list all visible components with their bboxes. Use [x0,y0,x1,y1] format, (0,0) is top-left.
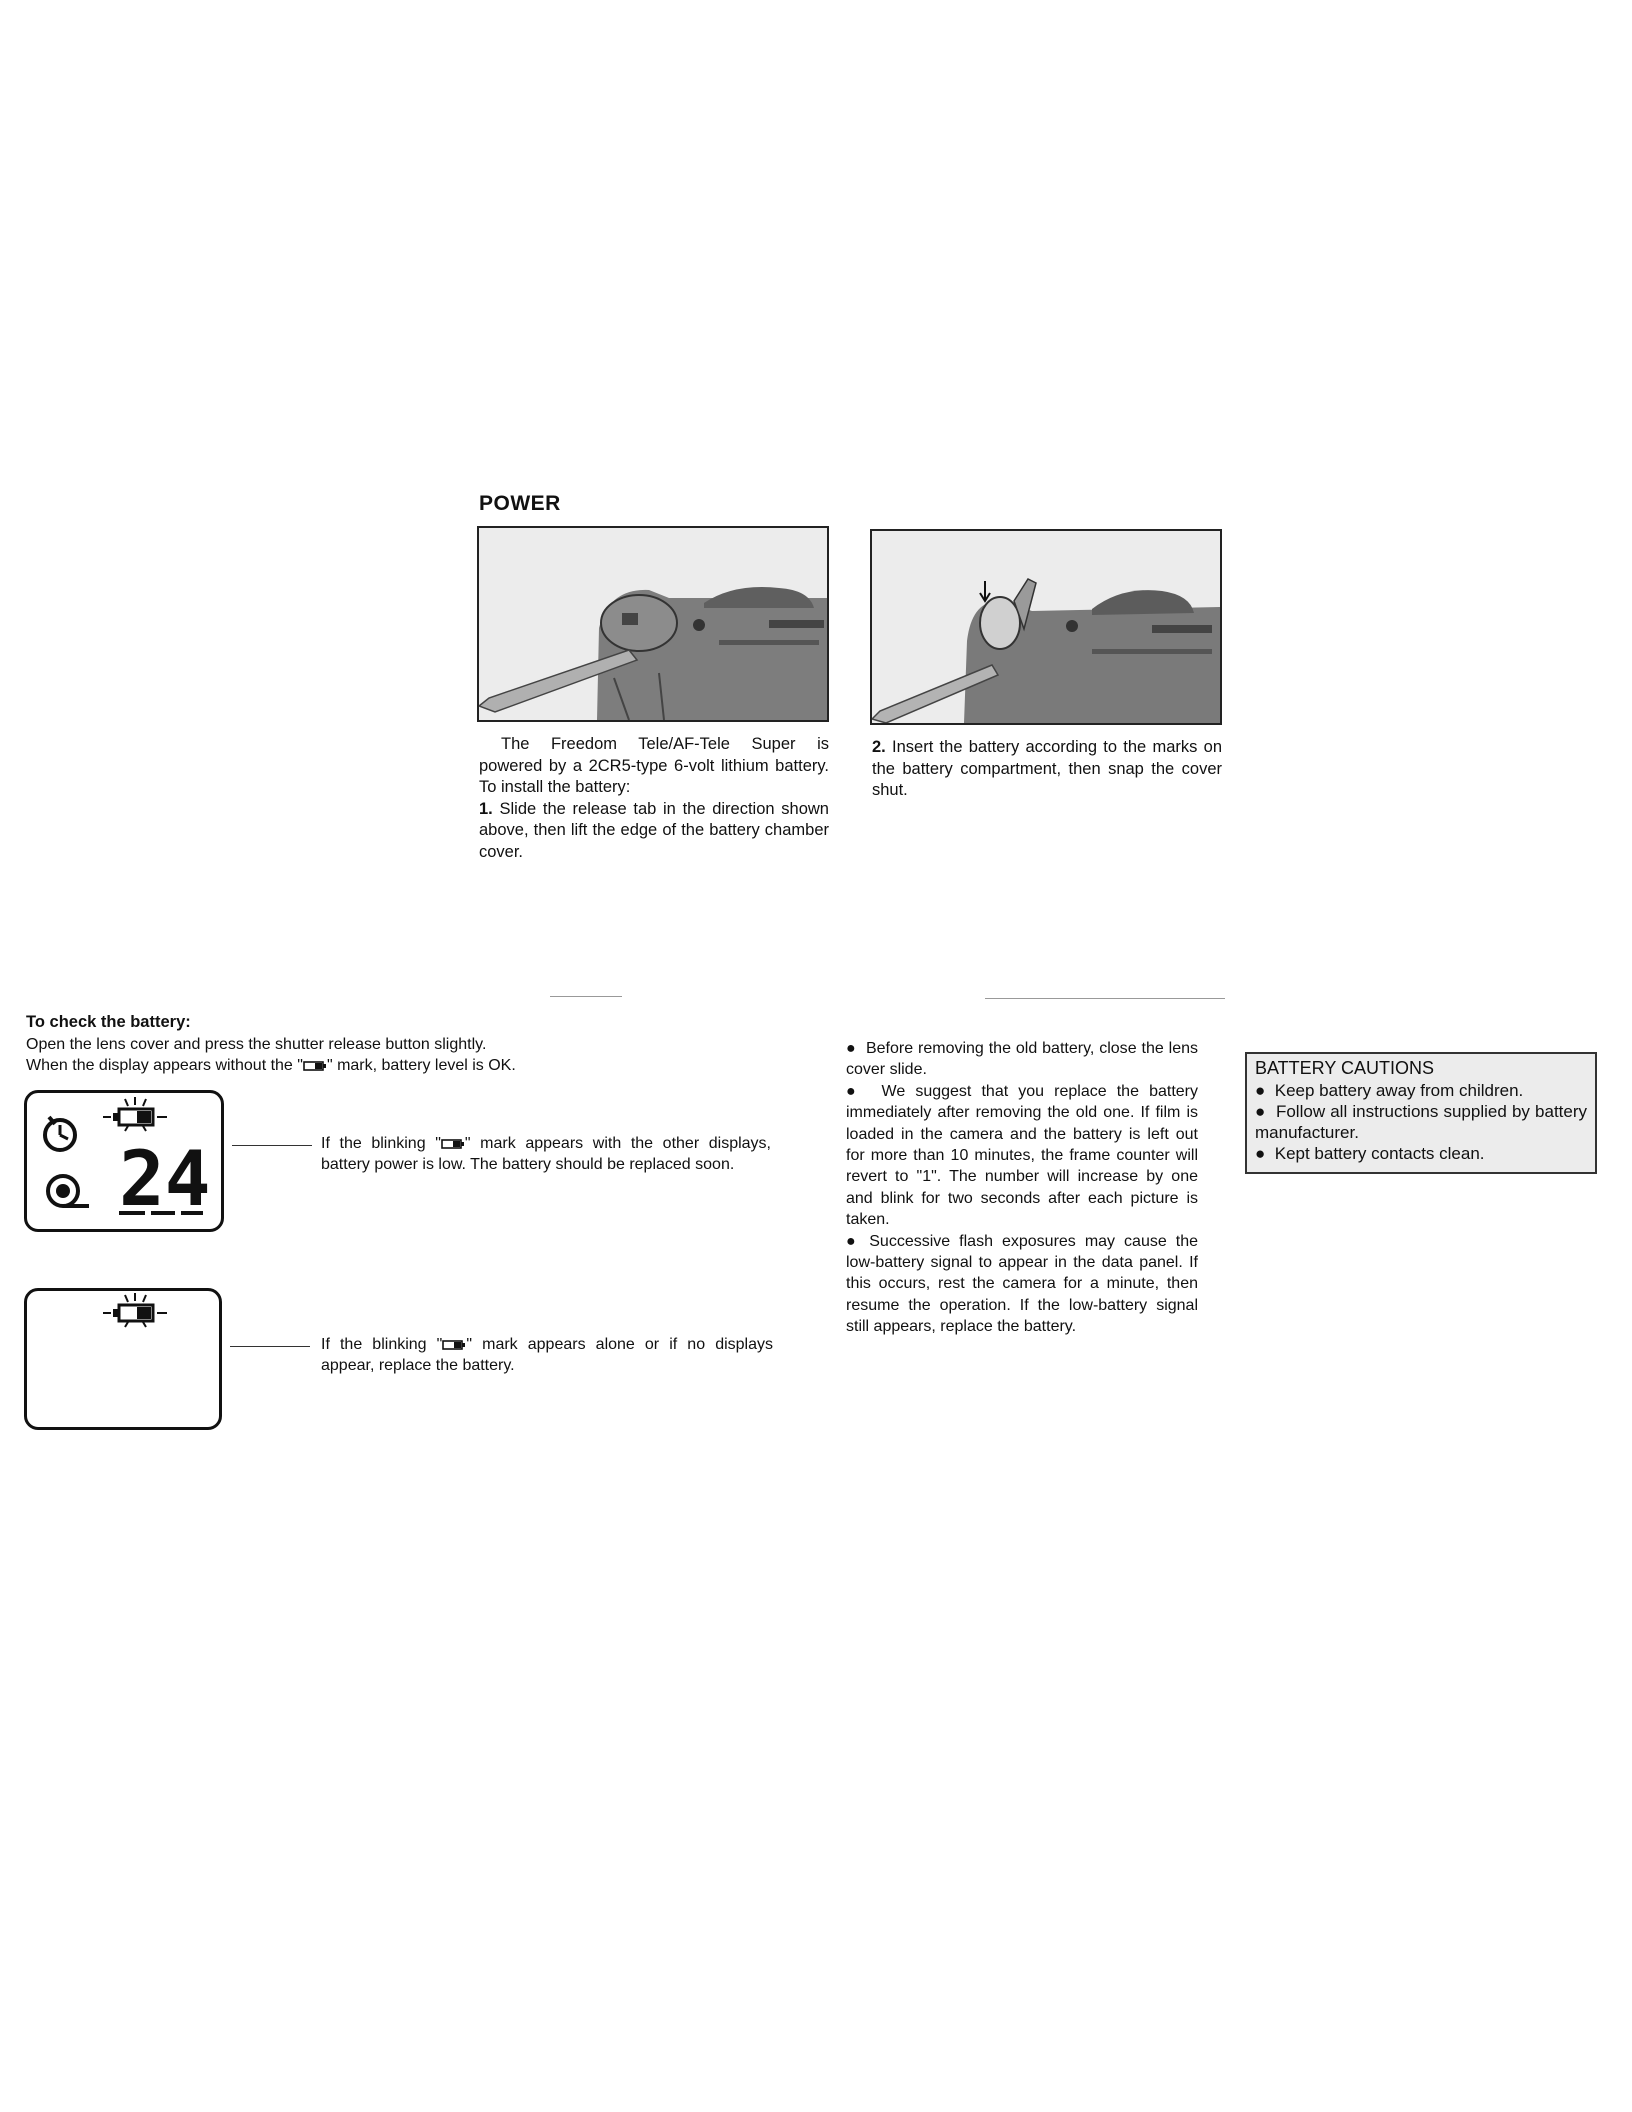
caution-item: ● Kept battery contacts clean. [1255,1144,1485,1163]
blinking-battery-icon [103,1097,167,1131]
step-1 [479,799,829,864]
step-2-text: Insert the battery according to the marks on the battery compartment, then snap the cover shut. [872,738,1222,799]
battery-icon [441,1139,465,1149]
note-item: ● Successive flash exposures may cause the low-battery signal to appear in the data panel. If this occurs, rest the camera for a minute, then resume the operation. If the low-battery signal still appears, replace the battery. [846,1232,1198,1336]
replace-battery-caption: If the blinking " " mark appears alone or if no displays appear, replace the battery. [321,1336,773,1374]
battery-cautions-box [1245,1052,1597,1174]
frame-counter: 24 [119,1134,211,1223]
check-ok-line: When the display appears without the " " mark, battery level is OK. [26,1057,516,1074]
step-1-number: 1. [479,799,493,818]
divider-rule [985,998,1225,999]
caution-item: ● Follow all instructions supplied by battery manufacturer. [1255,1102,1587,1142]
cautions-title: BATTERY CAUTIONS [1255,1058,1435,1078]
low-battery-caption: If the blinking " " mark appears with the other displays, battery power is low. The battery should be replaced soon. [321,1135,771,1173]
blinking-battery-icon [103,1293,167,1327]
note-item: ● We suggest that you replace the battery immediately after removing the old one. If film is loaded in the camera and the battery is left out for more than 10 minutes, the frame counter will revert to "1". The number will increase by one and blink for two seconds after each picture is taken. [846,1082,1198,1229]
battery-cover-photo [477,526,829,722]
power-intro-block [479,734,829,863]
lcd-display-low-battery [24,1090,224,1232]
step-1-text: Slide the release tab in the direction shown above, then lift the edge of the battery chamber cover. [479,799,829,861]
step-2-number: 2. [872,738,886,756]
callout-line [230,1346,310,1347]
battery-icon [442,1340,466,1350]
callout-line [232,1145,312,1146]
caution-item: ● Keep battery away from children. [1255,1081,1524,1100]
self-timer-icon [45,1117,75,1150]
step-2 [872,737,1222,802]
lcd-display-replace-battery [24,1288,222,1430]
flash-mode-icon [48,1176,89,1206]
divider-rule [550,996,622,997]
section-title: POWER [479,492,561,515]
check-instruction: Open the lens cover and press the shutter release button slightly. [26,1036,487,1053]
power-intro: The Freedom Tele/AF-Tele Super is powered by a 2CR5-type 6-volt lithium battery. To install the battery: [479,735,829,796]
battery-insert-photo [870,529,1222,725]
note-item: ● Before removing the old battery, close the lens cover slide. [846,1040,1199,1079]
check-heading: To check the battery: [26,1013,191,1031]
battery-icon [303,1061,327,1071]
battery-notes [846,1038,1198,1338]
